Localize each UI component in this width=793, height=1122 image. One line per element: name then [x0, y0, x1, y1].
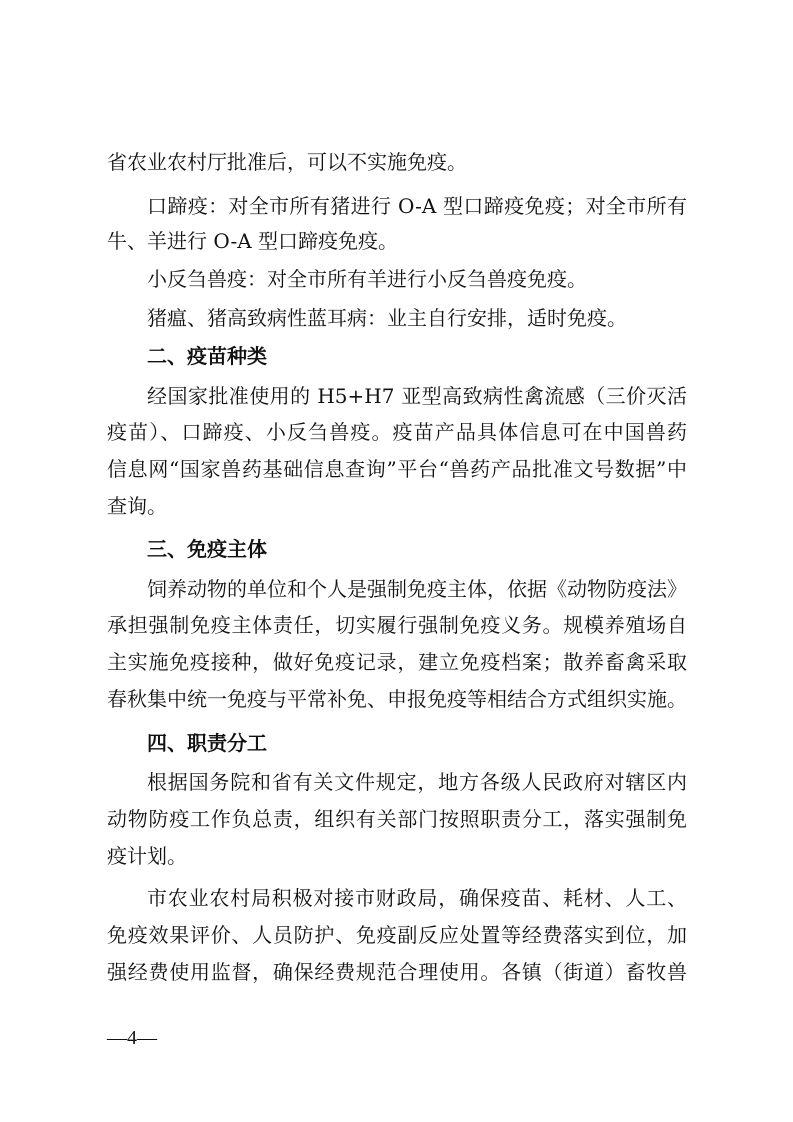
paragraph-line: 春秋集中统一免疫与平常补免、申报免疫等相结合方式组织实施。 [107, 687, 687, 711]
paragraph-line: 市农业农村局积极对接市财政局，确保疫苗、耗材、人工、 [147, 886, 687, 910]
paragraph-line: 查询。 [107, 494, 167, 518]
paragraph-line: 疫苗）、口蹄疫、小反刍兽疫。疫苗产品具体信息可在中国兽药 [107, 420, 687, 444]
paragraph-line: 猪瘟、猪高致病性蓝耳病：业主自行安排，适时免疫。 [147, 306, 627, 330]
paragraph-line: 信息网“国家兽药基础信息查询”平台“兽药产品批准文号数据”中 [107, 457, 687, 481]
paragraph-line: 饲养动物的单位和个人是强制免疫主体，依据《动物防疫法》 [147, 577, 687, 601]
section-heading: 二、疫苗种类 [147, 344, 267, 368]
section-heading: 四、职责分工 [147, 731, 267, 755]
paragraph-line: 免疫效果评价、人员防护、免疫副反应处置等经费落实到位，加 [107, 923, 687, 947]
paragraph-line: 口蹄疫：对全市所有猪进行 O-A 型口蹄疫免疫；对全市所有 [147, 194, 687, 218]
paragraph-line: 牛、羊进行 O-A 型口蹄疫免疫。 [107, 229, 399, 253]
section-heading: 三、免疫主体 [147, 537, 267, 561]
paragraph-line: 小反刍兽疫：对全市所有羊进行小反刍兽疫免疫。 [147, 267, 587, 291]
paragraph-line: 承担强制免疫主体责任，切实履行强制免疫义务。规模养殖场自 [107, 613, 687, 637]
paragraph-line: 疫计划。 [107, 844, 187, 868]
paragraph-line: 强经费使用监督，确保经费规范合理使用。各镇（街道）畜牧兽 [107, 960, 687, 984]
paragraph-line: 经国家批准使用的 H5+H7 亚型高致病性禽流感（三价灭活 [147, 384, 687, 408]
paragraph-line: 动物防疫工作负总责，组织有关部门按照职责分工，落实强制免 [107, 807, 687, 831]
paragraph-line: 主实施免疫接种，做好免疫记录，建立免疫档案；散养畜禽采取 [107, 650, 687, 674]
page-number: —4— [107, 1027, 157, 1049]
paragraph-line: 省农业农村厅批准后，可以不实施免疫。 [107, 150, 467, 174]
paragraph-line: 根据国务院和省有关文件规定，地方各级人民政府对辖区内 [147, 770, 687, 794]
